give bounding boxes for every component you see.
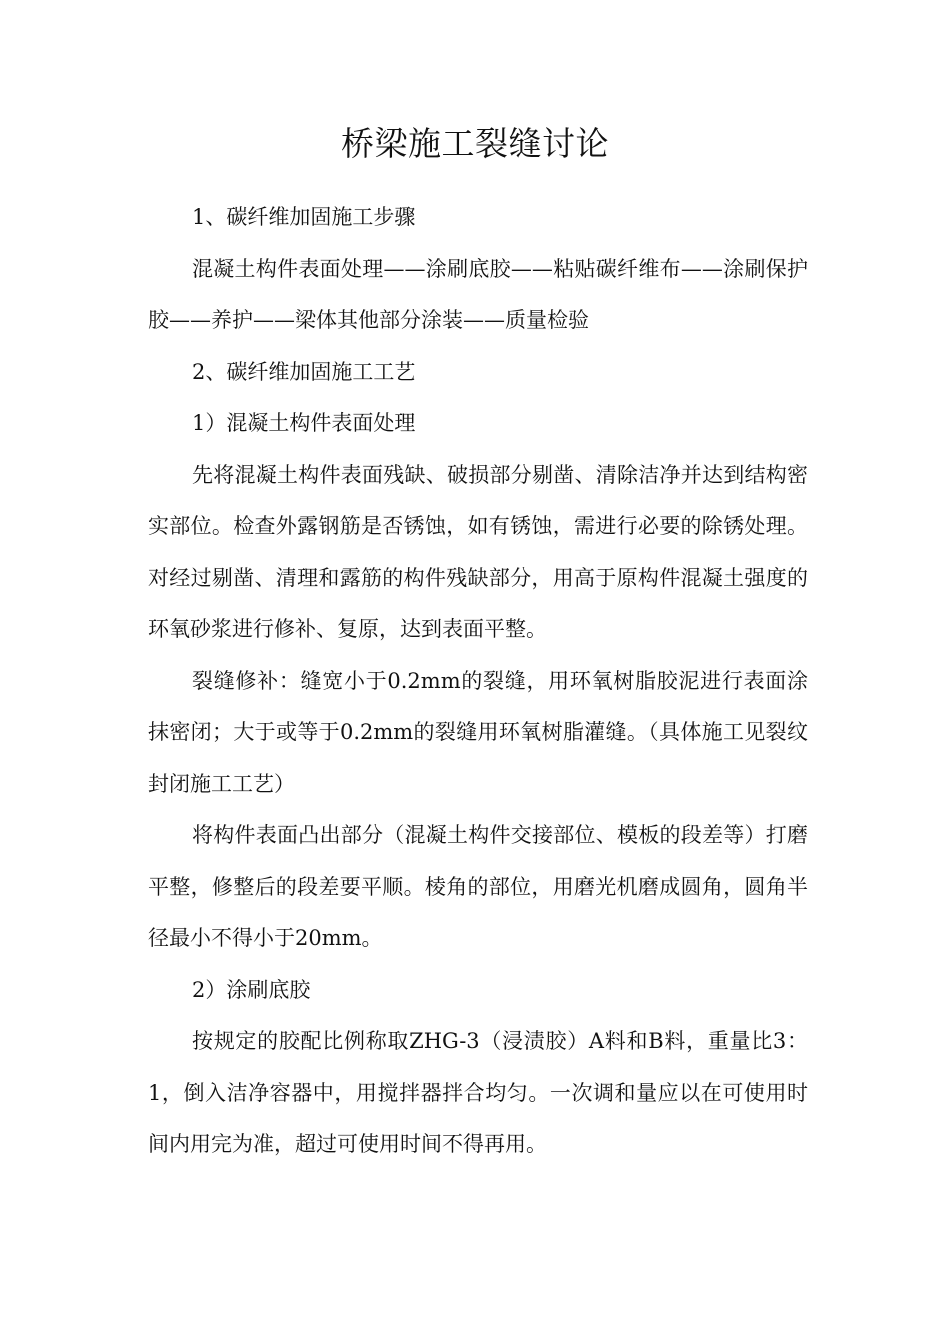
subsection-heading: 1）混凝土构件表面处理 <box>192 411 416 435</box>
paragraph: 混凝土构件表面处理——涂刷底胶——粘贴碳纤维布——涂刷保护胶——养护——梁体其他部分涂装——质量检验 <box>148 256 808 332</box>
paragraph: 裂缝修补：缝宽小于0.2mm的裂缝，用环氧树脂胶泥进行表面涂抹密闭；大于或等于0.2mm的裂缝用环氧树脂灌缝。（具体施工见裂纹封闭施工工艺） <box>148 668 808 796</box>
paragraph: 将构件表面凸出部分（混凝土构件交接部位、模板的段差等）打磨平整，修整后的段差要平顺。棱角的部位，用磨光机磨成圆角，圆角半径最小不得小于20mm。 <box>148 823 808 950</box>
subsection-heading: 2）涂刷底胶 <box>192 977 311 1002</box>
document-title: 桥梁施工裂缝讨论 <box>341 124 609 163</box>
section-heading: 2、碳纤维加固施工工艺 <box>192 359 416 384</box>
section-heading: 1、碳纤维加固施工步骤 <box>192 205 416 229</box>
document-body <box>148 192 808 1171</box>
paragraph: 按规定的胶配比例称取ZHG-3（浸渍胶）A料和B料，重量比3：1，倒入洁净容器中，用搅拌器拌合均匀。一次调和量应以在可使用时间内用完为准，超过可使用时间不得再用。 <box>148 1029 808 1156</box>
paragraph: 先将混凝土构件表面残缺、破损部分剔凿、清除洁净并达到结构密实部位。检查外露钢筋是否锈蚀，如有锈蚀，需进行必要的除锈处理。对经过剔凿、清理和露筋的构件残缺部分，用高于原构件混凝土强度的环氧砂浆进行修补、复原，达到表面平整。 <box>148 462 808 641</box>
